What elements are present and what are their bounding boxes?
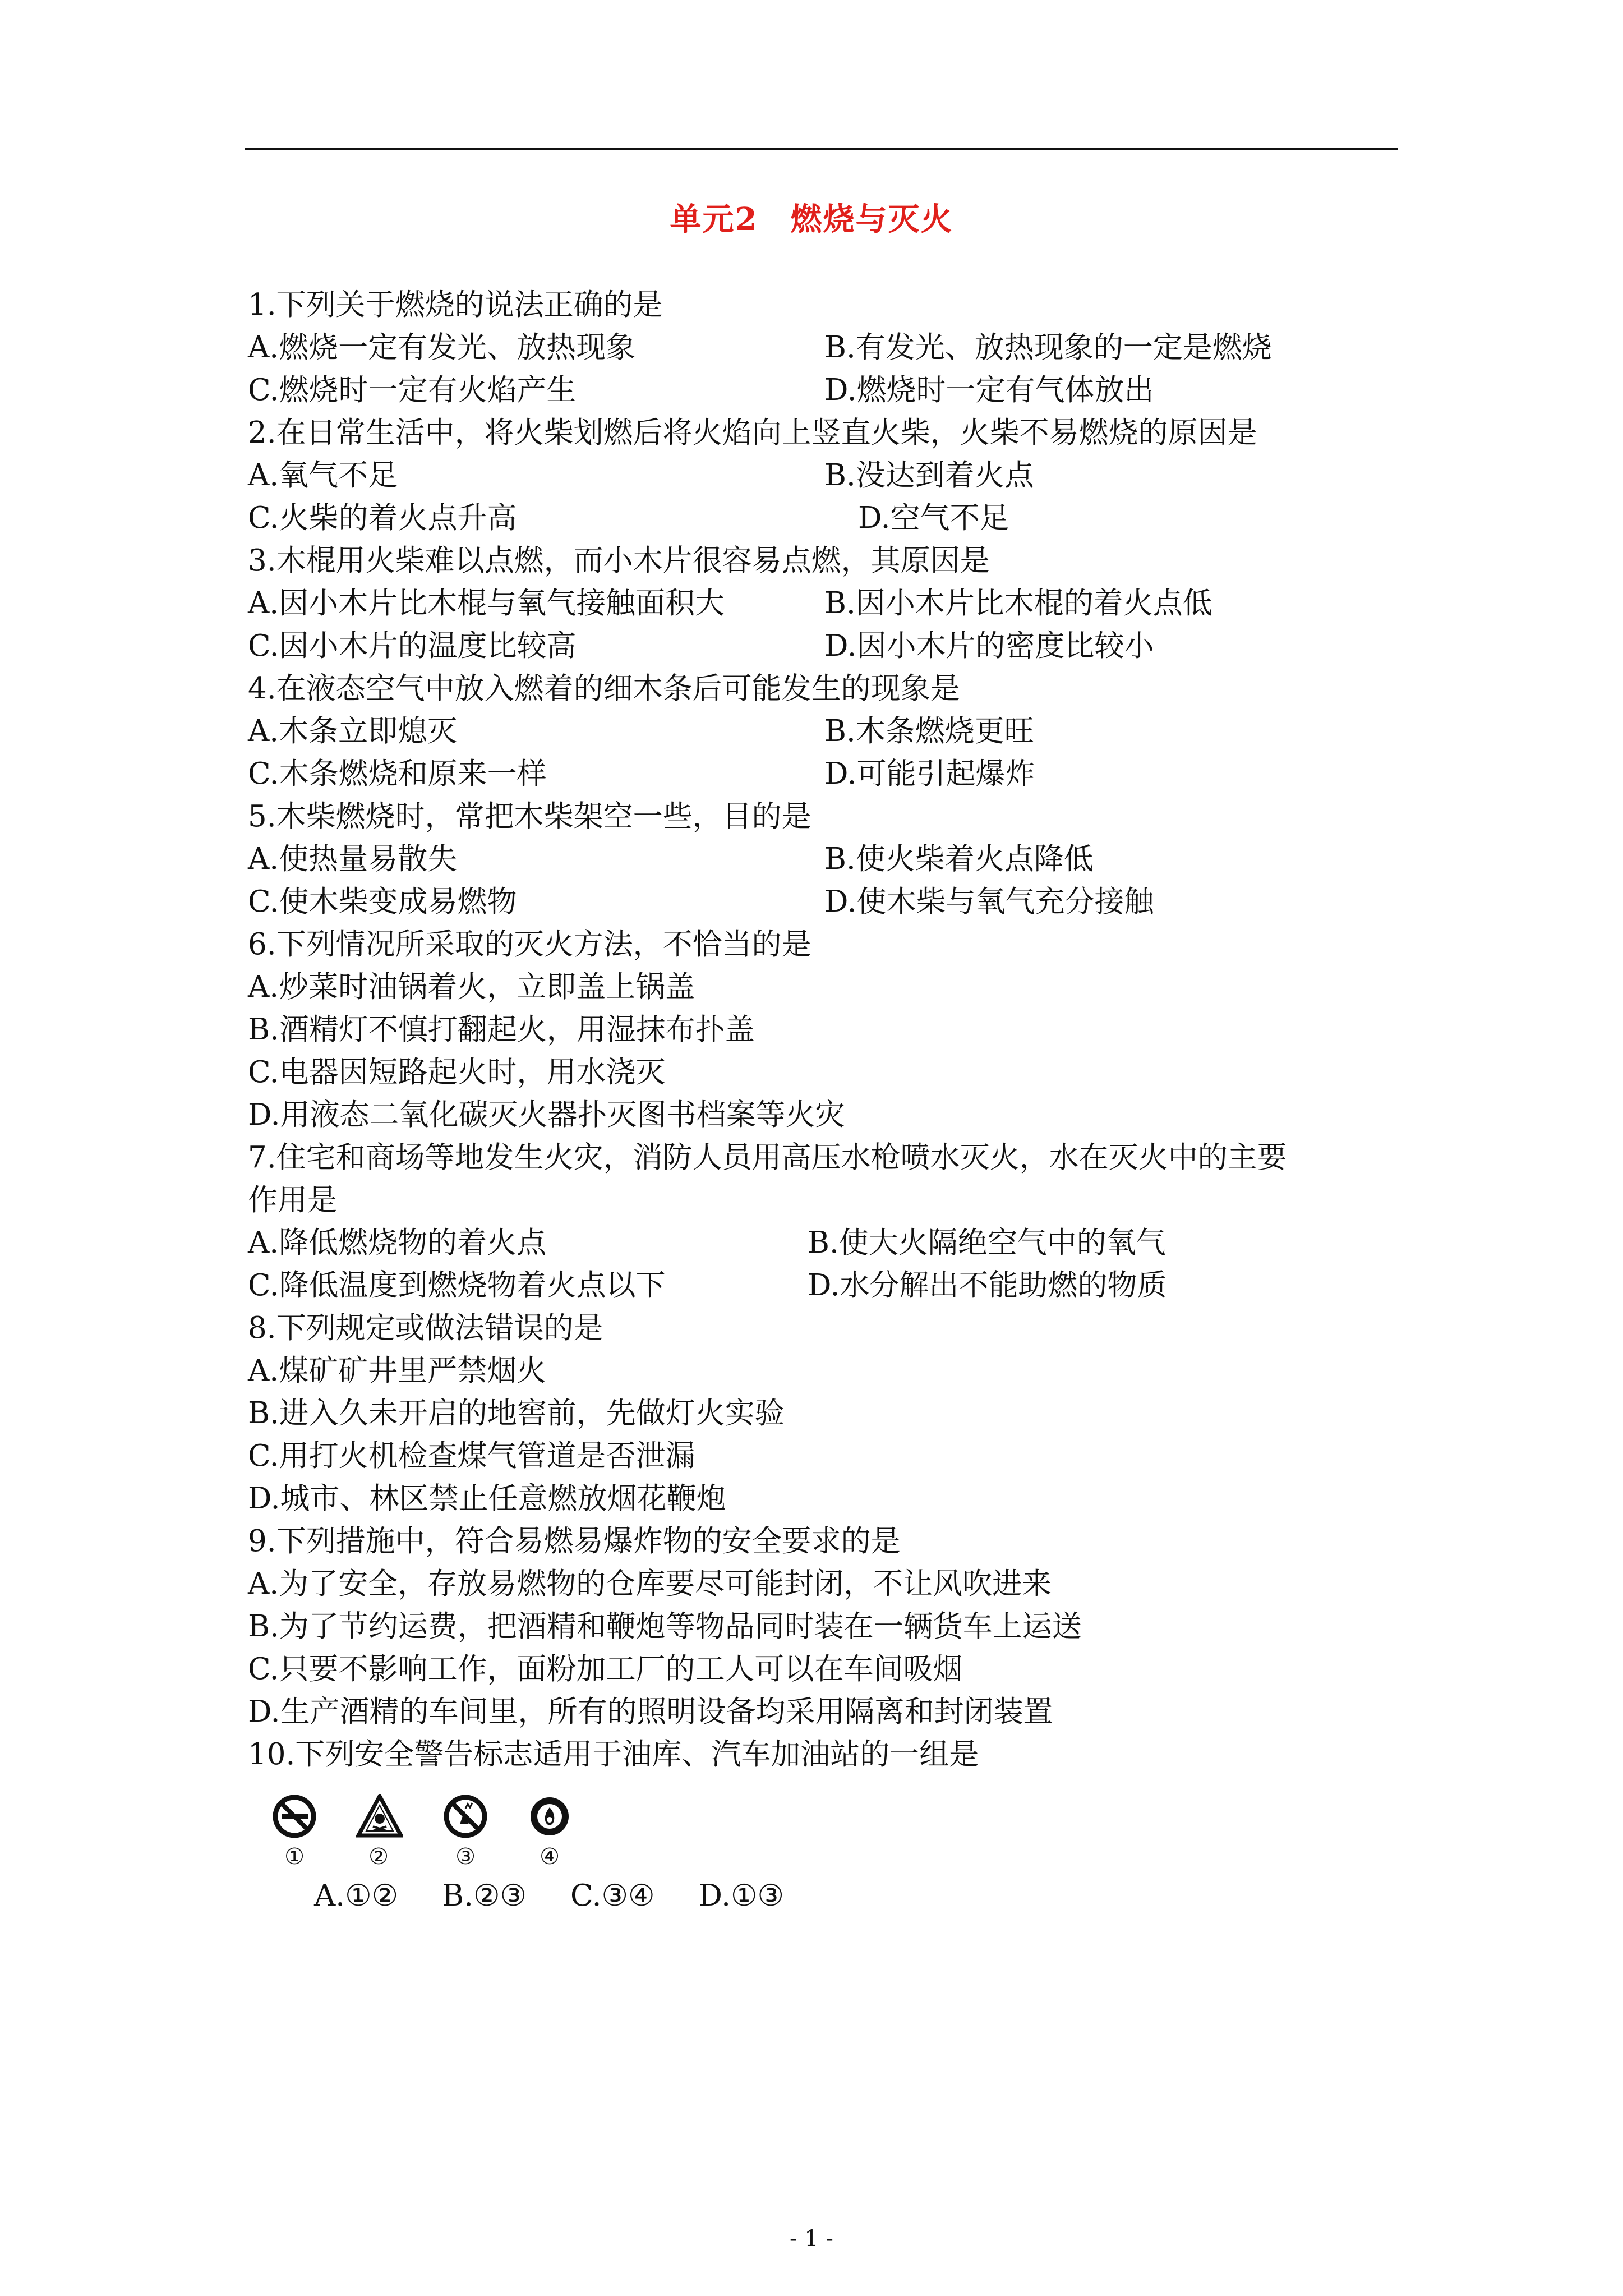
question-7-option-c: C.降低温度到燃烧物着火点以下 (248, 1268, 666, 1303)
warning-signs-row (269, 1794, 583, 1878)
question-6-option-d: D.用液态二氧化碳灭火器扑灭图书档案等火灾 (248, 1098, 845, 1132)
question-9-option-a: A.为了安全，存放易燃物的仓库要尽可能封闭，不让风吹进来 (248, 1567, 1052, 1601)
question-6-option-a: A.炒菜时油锅着火，立即盖上锅盖 (248, 970, 695, 1004)
question-7-stem: 7.住宅和商场等地发生火灾，消防人员用高压水枪喷水灭火，水在灭火中的主要 (248, 1140, 1287, 1175)
question-4-option-d: D.可能引起爆炸 (824, 757, 1035, 791)
question-7-option-b: B.使大火隔绝空气中的氧气 (808, 1226, 1166, 1260)
header-rule (245, 148, 1398, 150)
question-7-option-d: D.水分解出不能助燃的物质 (808, 1268, 1167, 1303)
question-2-option-b: B.没达到着火点 (824, 458, 1034, 493)
question-10-stem: 10.下列安全警告标志适用于油库、汽车加油站的一组是 (248, 1737, 979, 1772)
question-5-option-a: A.使热量易散失 (248, 842, 458, 876)
question-2-option-c: C.火柴的着火点升高 (248, 501, 517, 535)
page-title: 单元2 燃烧与灭火 (670, 201, 953, 238)
question-3-stem: 3.木棍用火柴难以点燃，而小木片很容易点燃，其原因是 (248, 544, 990, 578)
question-9-stem: 9.下列措施中，符合易燃易爆炸物的安全要求的是 (248, 1524, 901, 1558)
question-2-option-a: A.氧气不足 (248, 458, 398, 493)
question-9-option-b: B.为了节约运费，把酒精和鞭炮等物品同时装在一辆货车上运送 (248, 1609, 1082, 1644)
sign-label-3: ③ (455, 1844, 476, 1870)
toxic-triangle-icon (356, 1794, 403, 1839)
question-5-stem: 5.木柴燃烧时，常把木柴架空一些，目的是 (248, 799, 811, 834)
question-6-option-b: B.酒精灯不慎打翻起火，用湿抹布扑盖 (248, 1013, 755, 1047)
question-1-option-a: A.燃烧一定有发光、放热现象 (248, 330, 636, 365)
sign-label-1: ① (284, 1844, 305, 1870)
question-9-option-c: C.只要不影响工作，面粉加工厂的工人可以在车间吸烟 (248, 1652, 963, 1686)
sign-label-4: ④ (540, 1844, 560, 1870)
question-1-stem: 1.下列关于燃烧的说法正确的是 (248, 288, 663, 322)
question-7-stem-continued: 作用是 (248, 1183, 337, 1217)
no-smoking-sign (269, 1794, 320, 1872)
sign-label-2: ② (368, 1844, 389, 1870)
question-10-option-a: A.①② (314, 1879, 399, 1913)
no-smoking-icon (272, 1794, 317, 1839)
question-8-stem: 8.下列规定或做法错误的是 (248, 1311, 603, 1345)
flammable-sign (524, 1794, 575, 1872)
question-4-stem: 4.在液态空气中放入燃着的细木条后可能发生的现象是 (248, 671, 960, 706)
question-10-option-b: B.②③ (442, 1879, 527, 1913)
question-8-option-d: D.城市、林区禁止任意燃放烟花鞭炮 (248, 1481, 726, 1516)
question-5-option-b: B.使火柴着火点降低 (824, 842, 1094, 876)
question-4-option-b: B.木条燃烧更旺 (824, 714, 1034, 748)
question-3-option-c: C.因小木片的温度比较高 (248, 629, 577, 663)
question-10-option-d: D.①③ (698, 1879, 785, 1913)
question-10-options (314, 1878, 828, 1914)
question-4-option-c: C.木条燃烧和原来一样 (248, 757, 547, 791)
question-5-option-c: C.使木柴变成易燃物 (248, 885, 517, 919)
question-7-option-a: A.降低燃烧物的着火点 (248, 1226, 547, 1260)
question-8-option-b: B.进入久未开启的地窖前，先做灯火实验 (248, 1396, 785, 1430)
no-fireworks-icon (443, 1794, 488, 1839)
question-3-option-b: B.因小木片比木棍的着火点低 (824, 586, 1212, 620)
question-1-option-b: B.有发光、放热现象的一定是燃烧 (824, 330, 1272, 365)
flammable-icon (527, 1794, 572, 1839)
question-2-option-d: D.空气不足 (858, 501, 1009, 535)
question-4-option-a: A.木条立即熄灭 (248, 714, 458, 748)
question-1-option-c: C.燃烧时一定有火焰产生 (248, 373, 577, 407)
question-3-option-d: D.因小木片的密度比较小 (824, 629, 1154, 663)
no-fireworks-sign (440, 1794, 491, 1872)
question-2-stem: 2.在日常生活中，将火柴划燃后将火焰向上竖直火柴，火柴不易燃烧的原因是 (248, 416, 1257, 450)
page-number: - 1 - (790, 2226, 833, 2252)
question-6-option-c: C.电器因短路起火时，用水浇灭 (248, 1055, 666, 1089)
question-9-option-d: D.生产酒精的车间里，所有的照明设备均采用隔离和封闭装置 (248, 1695, 1053, 1729)
question-3-option-a: A.因小木片比木棍与氧气接触面积大 (248, 586, 725, 620)
question-6-stem: 6.下列情况所采取的灭火方法，不恰当的是 (248, 927, 811, 961)
question-8-option-a: A.煤矿矿井里严禁烟火 (248, 1354, 547, 1388)
question-5-option-d: D.使木柴与氧气充分接触 (824, 885, 1154, 919)
question-10-option-c: C.③④ (570, 1879, 655, 1913)
toxic-warning-sign (353, 1794, 404, 1872)
question-1-option-d: D.燃烧时一定有气体放出 (824, 373, 1154, 407)
question-8-option-c: C.用打火机检查煤气管道是否泄漏 (248, 1439, 695, 1473)
